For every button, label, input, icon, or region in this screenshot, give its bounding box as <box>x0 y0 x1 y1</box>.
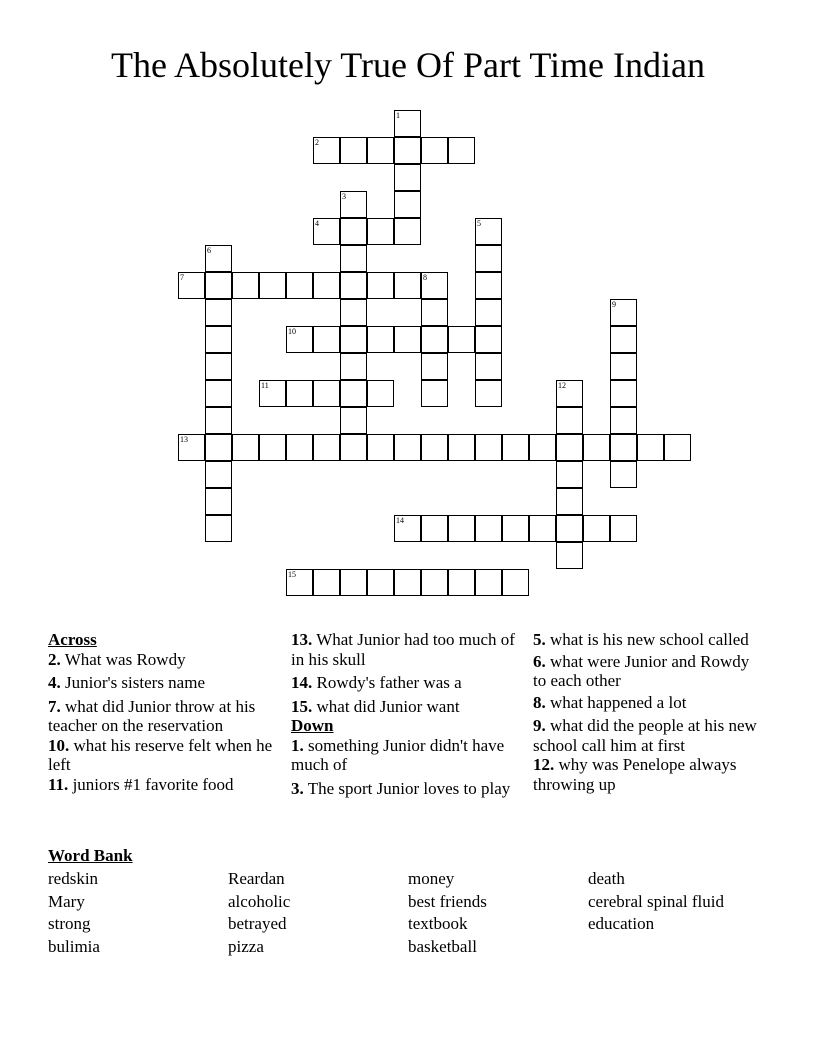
crossword-cell[interactable] <box>421 272 448 299</box>
word-bank-item: alcoholic <box>228 892 291 911</box>
crossword-cell[interactable] <box>502 434 529 461</box>
crossword-cell[interactable] <box>448 434 475 461</box>
clue-number: 11. <box>48 774 69 794</box>
crossword-cell[interactable] <box>394 272 421 299</box>
crossword-cell[interactable] <box>529 515 556 542</box>
crossword-cell[interactable] <box>286 434 313 461</box>
crossword-cell[interactable] <box>394 569 421 596</box>
clue-number: 1. <box>291 735 304 755</box>
clue-number-label: 6 <box>207 246 211 255</box>
crossword-cell[interactable] <box>475 353 502 380</box>
clue-number: 6. <box>533 651 546 671</box>
word-bank-item: basketball <box>408 937 477 956</box>
crossword-cell[interactable] <box>286 380 313 407</box>
word-bank-item: money <box>408 869 455 888</box>
clue-number: 5. <box>533 630 546 649</box>
word-bank-item: pizza <box>228 937 264 956</box>
crossword-cell[interactable] <box>475 272 502 299</box>
clue-number: 9. <box>533 716 546 735</box>
crossword-cell[interactable] <box>475 326 502 353</box>
crossword-cell[interactable] <box>232 272 259 299</box>
clue-text: juniors #1 favorite food <box>72 774 234 794</box>
crossword-cell[interactable] <box>340 299 367 326</box>
clue-number-label: 3 <box>342 192 346 201</box>
crossword-cell[interactable] <box>610 299 637 326</box>
clue-number-label: 11 <box>261 381 269 390</box>
clue-number-label: 4 <box>315 219 319 228</box>
crossword-cell[interactable] <box>313 272 340 299</box>
clues-column-1 <box>48 630 280 798</box>
crossword-cell[interactable] <box>178 272 205 299</box>
crossword-cell[interactable] <box>421 353 448 380</box>
crossword-cell[interactable] <box>421 515 448 542</box>
word-bank-item: Mary <box>48 892 85 911</box>
clue-number: 15. <box>291 696 313 716</box>
word-bank-item: redskin <box>48 869 99 888</box>
word-bank-item: cerebral spinal fluid <box>588 892 724 911</box>
clue-text: something Junior didn't have much of <box>291 735 505 774</box>
crossword-cell[interactable] <box>205 407 232 434</box>
clue-across-13 <box>291 630 523 669</box>
crossword-cell[interactable] <box>367 137 394 164</box>
clues-column-3 <box>533 630 765 798</box>
word-bank-heading: Word Bank <box>48 846 133 865</box>
down-heading: Down <box>291 716 334 735</box>
crossword-cell[interactable] <box>286 326 313 353</box>
crossword-cell[interactable] <box>313 380 340 407</box>
clue-text: what his reserve felt when he left <box>48 735 273 774</box>
clue-down-12 <box>533 755 765 794</box>
clue-number-label: 5 <box>477 219 481 228</box>
crossword-cell[interactable] <box>421 569 448 596</box>
word-bank-item: Reardan <box>228 869 285 888</box>
crossword-cell[interactable] <box>394 515 421 542</box>
crossword-cell[interactable] <box>529 434 556 461</box>
crossword-cell[interactable] <box>313 569 340 596</box>
clue-down-5 <box>533 630 765 650</box>
clue-text: Rowdy's father was a <box>316 673 462 692</box>
crossword-cell[interactable] <box>475 569 502 596</box>
clue-across-10 <box>48 736 280 775</box>
crossword-cell[interactable] <box>556 488 583 515</box>
crossword-cell[interactable] <box>394 164 421 191</box>
clue-number-label: 13 <box>180 435 188 444</box>
crossword-cell[interactable] <box>475 245 502 272</box>
crossword-cell[interactable] <box>286 272 313 299</box>
clue-text: what did Junior throw at his teacher on the reservation <box>48 696 256 735</box>
crossword-cell[interactable] <box>394 434 421 461</box>
word-bank-item: education <box>588 914 655 933</box>
crossword-cell[interactable] <box>421 434 448 461</box>
crossword-cell[interactable] <box>475 218 502 245</box>
crossword-cell[interactable] <box>421 380 448 407</box>
crossword-cell[interactable] <box>610 407 637 434</box>
clue-down-8 <box>533 693 765 713</box>
crossword-cell[interactable] <box>367 434 394 461</box>
clue-number-label: 10 <box>288 327 296 336</box>
clue-across-7 <box>48 697 280 736</box>
crossword-cell[interactable] <box>340 137 367 164</box>
clue-across-11 <box>48 775 280 795</box>
crossword-cell[interactable] <box>448 326 475 353</box>
crossword-cell[interactable] <box>475 380 502 407</box>
crossword-cell[interactable] <box>367 272 394 299</box>
clue-across-2 <box>48 650 280 670</box>
crossword-cell[interactable] <box>556 461 583 488</box>
crossword-cell[interactable] <box>394 218 421 245</box>
clue-number: 2. <box>48 649 61 669</box>
crossword-cell[interactable] <box>421 137 448 164</box>
crossword-cell[interactable] <box>448 137 475 164</box>
crossword-cell[interactable] <box>259 272 286 299</box>
clue-number: 4. <box>48 673 61 692</box>
crossword-cell[interactable] <box>448 515 475 542</box>
crossword-cell[interactable] <box>340 272 367 299</box>
clue-text: what is his new school called <box>550 630 749 649</box>
crossword-cell[interactable] <box>664 434 691 461</box>
crossword-cell[interactable] <box>610 515 637 542</box>
crossword-cell[interactable] <box>313 434 340 461</box>
clue-across-4 <box>48 673 280 693</box>
crossword-cell[interactable] <box>205 299 232 326</box>
crossword-cell[interactable] <box>502 515 529 542</box>
clue-number-label: 9 <box>612 300 616 309</box>
crossword-cell[interactable] <box>205 326 232 353</box>
crossword-cell[interactable] <box>367 380 394 407</box>
crossword-cell[interactable] <box>556 380 583 407</box>
crossword-cell[interactable] <box>313 137 340 164</box>
crossword-cell[interactable] <box>232 434 259 461</box>
clue-number: 3. <box>291 778 304 798</box>
crossword-cell[interactable] <box>367 218 394 245</box>
crossword-cell[interactable] <box>475 515 502 542</box>
crossword-cell[interactable] <box>205 380 232 407</box>
crossword-cell[interactable] <box>556 407 583 434</box>
crossword-cell[interactable] <box>340 434 367 461</box>
crossword-cell[interactable] <box>394 137 421 164</box>
clue-number: 10. <box>48 735 70 755</box>
clue-text: What was Rowdy <box>64 649 186 669</box>
word-bank-item: bulimia <box>48 937 100 956</box>
crossword-cell[interactable] <box>394 191 421 218</box>
word-bank-item: death <box>588 869 625 888</box>
clue-down-3 <box>291 779 523 799</box>
crossword-cell[interactable] <box>205 515 232 542</box>
page-title: The Absolutely True Of Part Time Indian <box>110 45 706 85</box>
word-bank-item: strong <box>48 914 91 933</box>
crossword-cell[interactable] <box>205 434 232 461</box>
clue-number: 14. <box>291 673 313 692</box>
crossword-cell[interactable] <box>340 191 367 218</box>
clue-number: 7. <box>48 696 61 716</box>
clue-number-label: 8 <box>423 273 427 282</box>
crossword-cell[interactable] <box>340 380 367 407</box>
clues-column-2 <box>291 630 523 802</box>
crossword-cell[interactable] <box>259 434 286 461</box>
clue-down-9 <box>533 716 765 755</box>
crossword-cell[interactable] <box>205 488 232 515</box>
word-bank-item: best friends <box>408 892 487 911</box>
crossword-cell[interactable] <box>583 434 610 461</box>
crossword-cell[interactable] <box>448 569 475 596</box>
clue-text: what happened a lot <box>550 692 687 712</box>
crossword-cell[interactable] <box>313 326 340 353</box>
crossword-cell[interactable] <box>610 380 637 407</box>
crossword-cell[interactable] <box>610 434 637 461</box>
crossword-cell[interactable] <box>286 569 313 596</box>
crossword-cell[interactable] <box>367 569 394 596</box>
crossword-cell[interactable] <box>556 542 583 569</box>
crossword-cell[interactable] <box>313 218 340 245</box>
clue-down-6 <box>533 652 765 691</box>
clue-across-14 <box>291 673 523 693</box>
crossword-cell[interactable] <box>340 569 367 596</box>
clue-number-label: 7 <box>180 273 184 282</box>
clue-down-1 <box>291 736 523 775</box>
crossword-cell[interactable] <box>259 380 286 407</box>
crossword-cell[interactable] <box>205 461 232 488</box>
crossword-cell[interactable] <box>475 434 502 461</box>
crossword-cell[interactable] <box>178 434 205 461</box>
clue-text: The sport Junior loves to play <box>307 778 511 798</box>
crossword-cell[interactable] <box>502 569 529 596</box>
clue-number-label: 15 <box>288 570 296 579</box>
clue-text: Junior's sisters name <box>65 673 205 692</box>
crossword-cell[interactable] <box>367 326 394 353</box>
clue-text: What Junior had too much of in his skull <box>291 630 515 669</box>
crossword-cell[interactable] <box>205 272 232 299</box>
crossword-cell[interactable] <box>421 326 448 353</box>
clue-number-label: 1 <box>396 111 400 120</box>
clue-number: 12. <box>533 755 555 774</box>
crossword-cell[interactable] <box>340 407 367 434</box>
crossword-cell[interactable] <box>475 299 502 326</box>
clue-number-label: 14 <box>396 516 404 525</box>
across-heading: Across <box>48 630 97 649</box>
crossword-cell[interactable] <box>394 326 421 353</box>
clue-text: why was Penelope always throwing up <box>533 755 737 794</box>
crossword-cell[interactable] <box>394 110 421 137</box>
crossword-cell[interactable] <box>556 434 583 461</box>
crossword-cell[interactable] <box>340 245 367 272</box>
crossword-cell[interactable] <box>340 326 367 353</box>
clue-number: 8. <box>533 692 546 712</box>
word-bank-item: betrayed <box>228 914 287 933</box>
crossword-cell[interactable] <box>340 353 367 380</box>
crossword-cell[interactable] <box>205 245 232 272</box>
crossword-cell[interactable] <box>205 353 232 380</box>
crossword-cell[interactable] <box>637 434 664 461</box>
crossword-cell[interactable] <box>340 218 367 245</box>
clue-text: what did Junior want <box>316 696 460 716</box>
clue-text: what were Junior and Rowdy to each other <box>533 651 750 690</box>
clue-number-label: 2 <box>315 138 319 147</box>
clue-across-15 <box>291 697 523 717</box>
crossword-cell[interactable] <box>583 515 610 542</box>
clue-text: what did the people at his new school call him at first <box>533 716 757 755</box>
clue-number: 13. <box>291 630 313 649</box>
word-bank-item: textbook <box>408 914 468 933</box>
crossword-cell[interactable] <box>556 515 583 542</box>
crossword-cell[interactable] <box>610 461 637 488</box>
crossword-cell[interactable] <box>421 299 448 326</box>
crossword-cell[interactable] <box>610 326 637 353</box>
crossword-cell[interactable] <box>610 353 637 380</box>
clue-number-label: 12 <box>558 381 566 390</box>
